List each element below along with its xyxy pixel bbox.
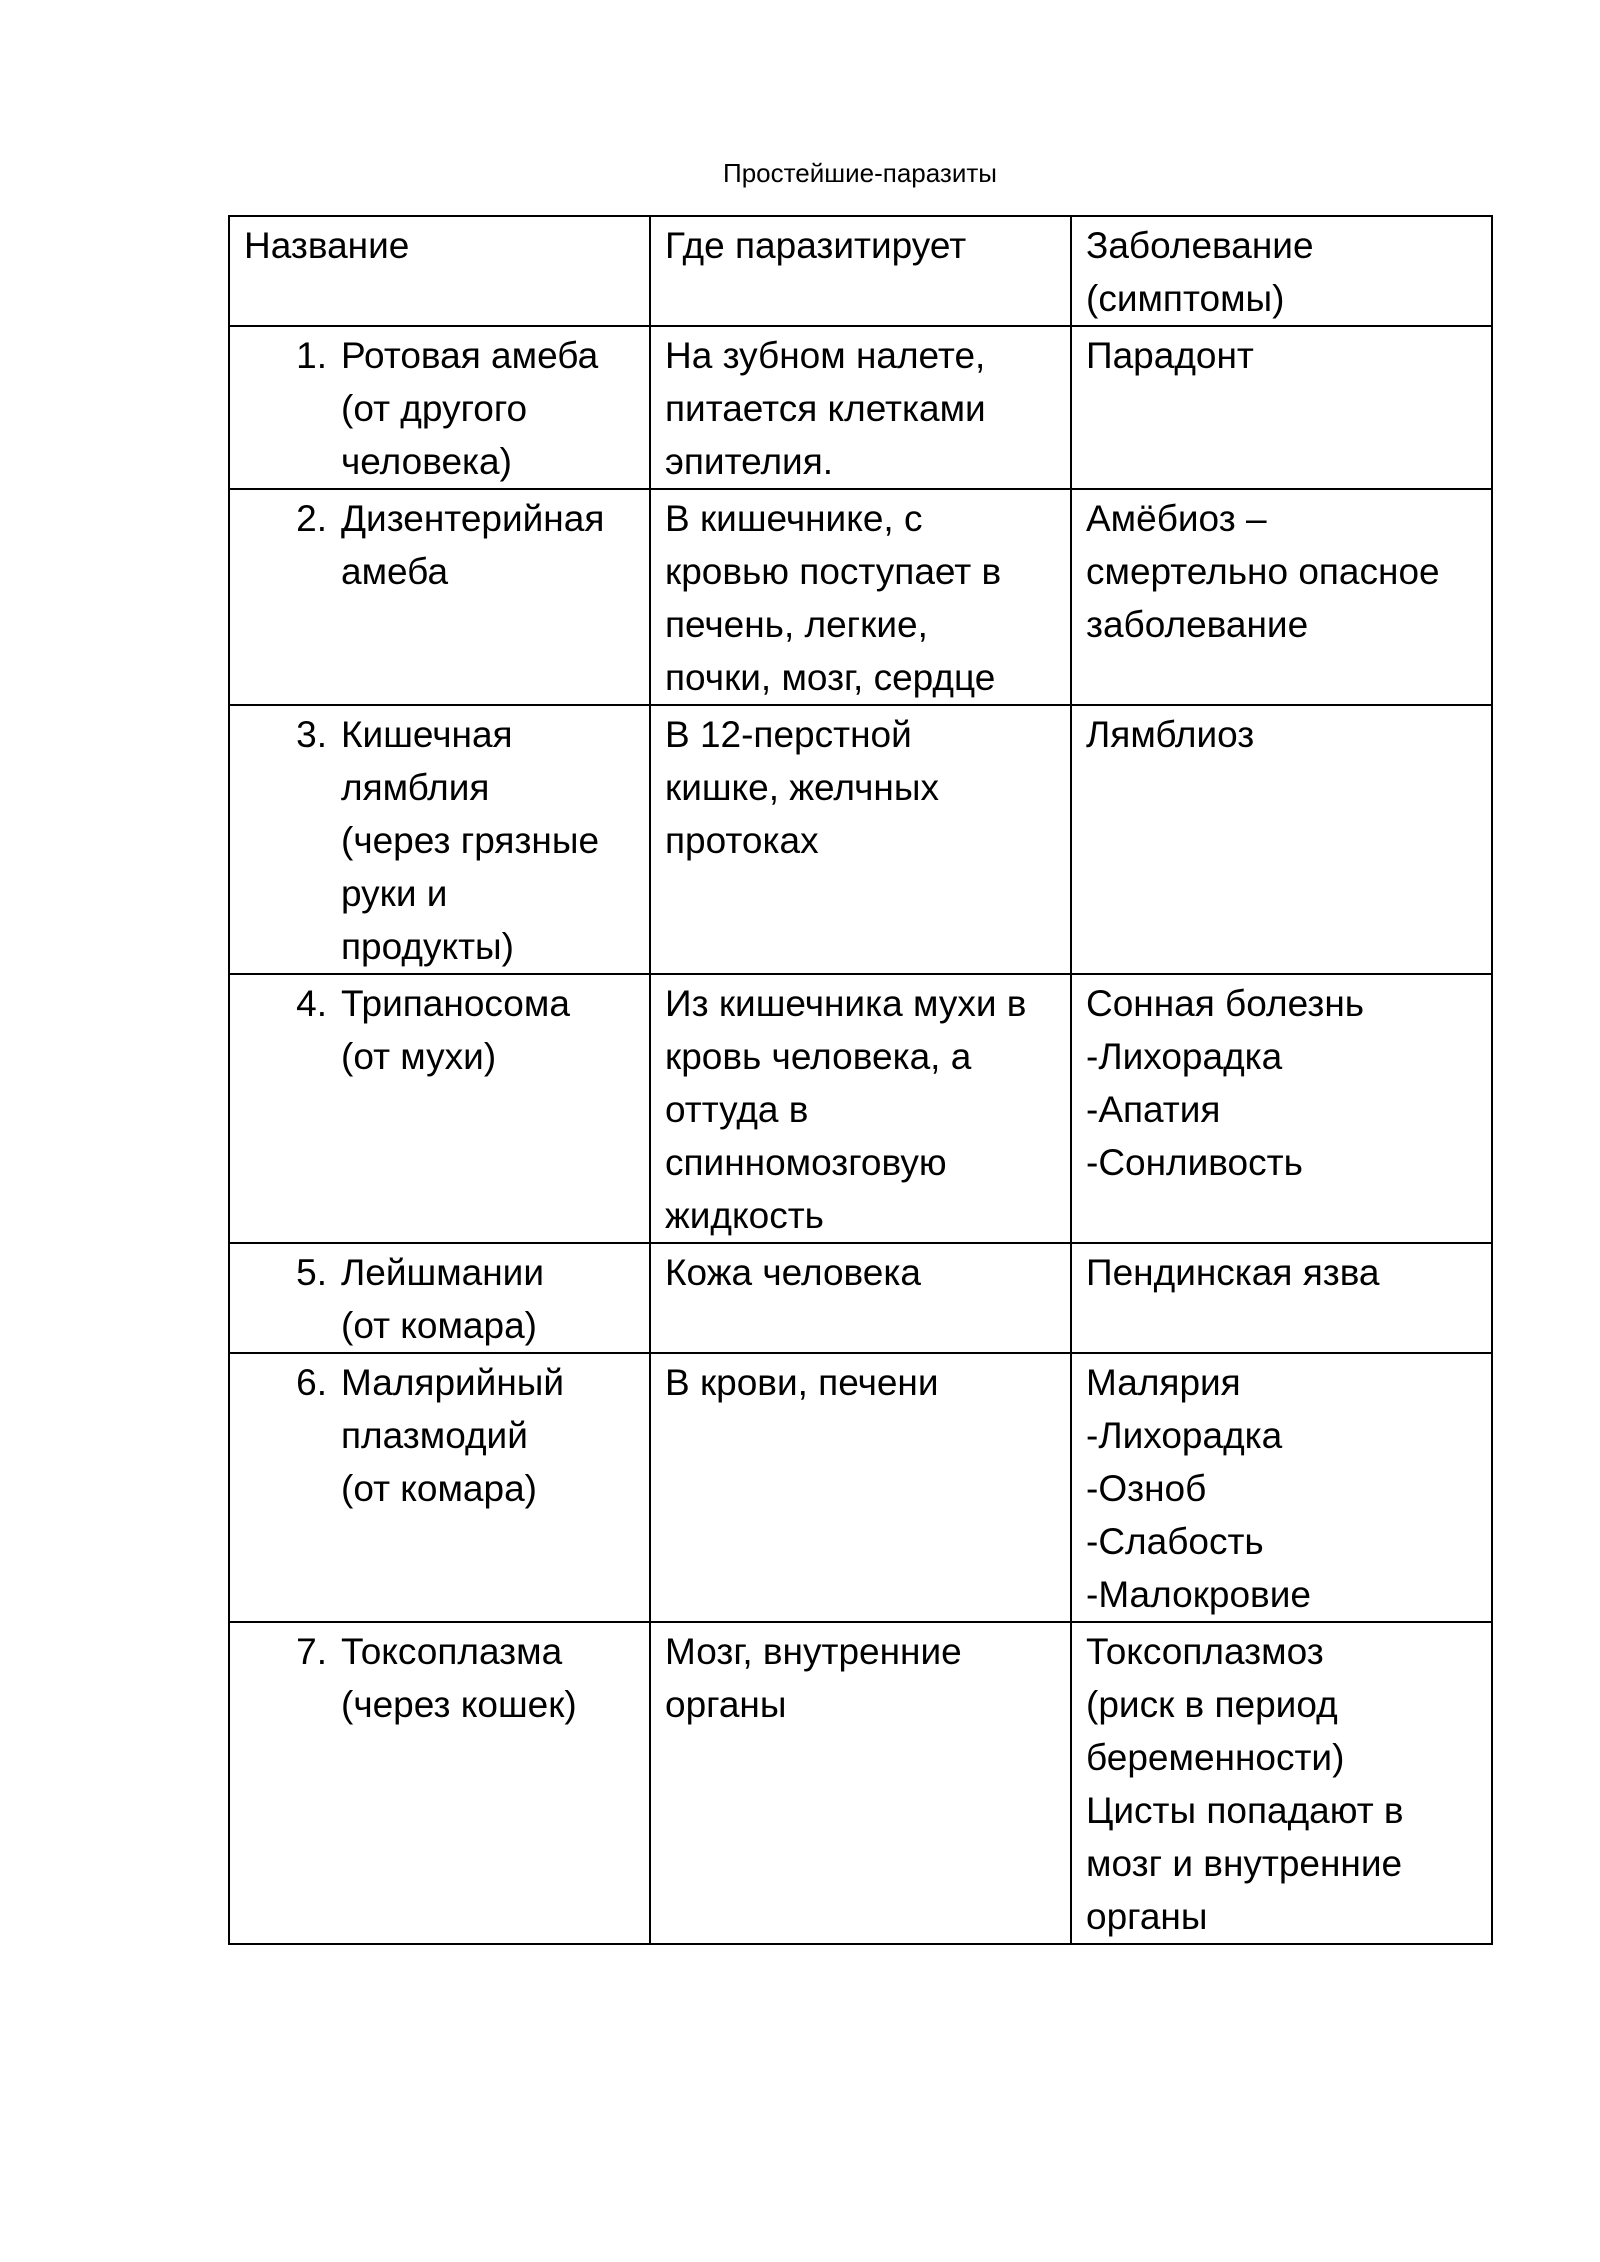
cell-name bbox=[229, 974, 650, 1243]
cell-name bbox=[229, 326, 650, 489]
cell-disease: Токсоплазмоз (риск в период беременности) Цисты попадают в мозг и внутренние органы bbox=[1071, 1622, 1492, 1944]
cell-name bbox=[229, 705, 650, 974]
cell-disease: Малярия -Лихорадка -Озноб -Слабость -Малокровие bbox=[1071, 1353, 1492, 1622]
cell-where: В кишечнике, с кровью поступает в печень, легкие, почки, мозг, сердце bbox=[650, 489, 1071, 705]
table-row bbox=[229, 489, 1492, 705]
parasite-name: Дизентерийная амеба bbox=[341, 498, 605, 592]
cell-where: Кожа человека bbox=[650, 1243, 1071, 1353]
table-row bbox=[229, 705, 1492, 974]
row-number: 6. bbox=[296, 1362, 327, 1403]
table-row bbox=[229, 1622, 1492, 1944]
cell-where: Мозг, внутренние органы bbox=[650, 1622, 1071, 1944]
table-row bbox=[229, 326, 1492, 489]
row-number: 3. bbox=[296, 714, 327, 755]
parasite-name: Трипаносома (от мухи) bbox=[341, 983, 570, 1077]
cell-name bbox=[229, 1622, 650, 1944]
cell-disease: Амёбиоз – смертельно опасное заболевание bbox=[1071, 489, 1492, 705]
header-name: Название bbox=[229, 216, 650, 326]
cell-disease: Пендинская язва bbox=[1071, 1243, 1492, 1353]
table-row bbox=[229, 974, 1492, 1243]
cell-name bbox=[229, 489, 650, 705]
cell-disease: Лямблиоз bbox=[1071, 705, 1492, 974]
parasite-name: Лейшмании (от комара) bbox=[341, 1252, 544, 1346]
row-number: 1. bbox=[296, 335, 327, 376]
table-row bbox=[229, 1353, 1492, 1622]
header-where: Где паразитирует bbox=[650, 216, 1071, 326]
row-number: 2. bbox=[296, 498, 327, 539]
parasite-name: Токсоплазма (через кошек) bbox=[341, 1631, 577, 1725]
parasite-name: Кишечная лямблия (через грязные руки и продукты) bbox=[341, 714, 600, 967]
table-row bbox=[229, 1243, 1492, 1353]
cell-name bbox=[229, 1353, 650, 1622]
parasites-table bbox=[228, 215, 1493, 1945]
document-title: Простейшие-паразиты bbox=[723, 158, 997, 188]
parasite-name: Ротовая амеба (от другого человека) bbox=[341, 335, 599, 482]
cell-where: В крови, печени bbox=[650, 1353, 1071, 1622]
cell-where: Из кишечника мухи в кровь человека, а оттуда в спинномозговую жидкость bbox=[650, 974, 1071, 1243]
cell-name bbox=[229, 1243, 650, 1353]
cell-disease: Сонная болезнь -Лихорадка -Апатия -Сонливость bbox=[1071, 974, 1492, 1243]
cell-where: На зубном налете, питается клетками эпителия. bbox=[650, 326, 1071, 489]
header-disease: Заболевание (симптомы) bbox=[1071, 216, 1492, 326]
cell-where: В 12-перстной кишке, желчных протоках bbox=[650, 705, 1071, 974]
row-number: 7. bbox=[296, 1631, 327, 1672]
cell-disease: Парадонт bbox=[1071, 326, 1492, 489]
row-number: 4. bbox=[296, 983, 327, 1024]
table-header-row bbox=[229, 216, 1492, 326]
row-number: 5. bbox=[296, 1252, 327, 1293]
parasite-name: Малярийный плазмодий (от комара) bbox=[341, 1362, 565, 1509]
